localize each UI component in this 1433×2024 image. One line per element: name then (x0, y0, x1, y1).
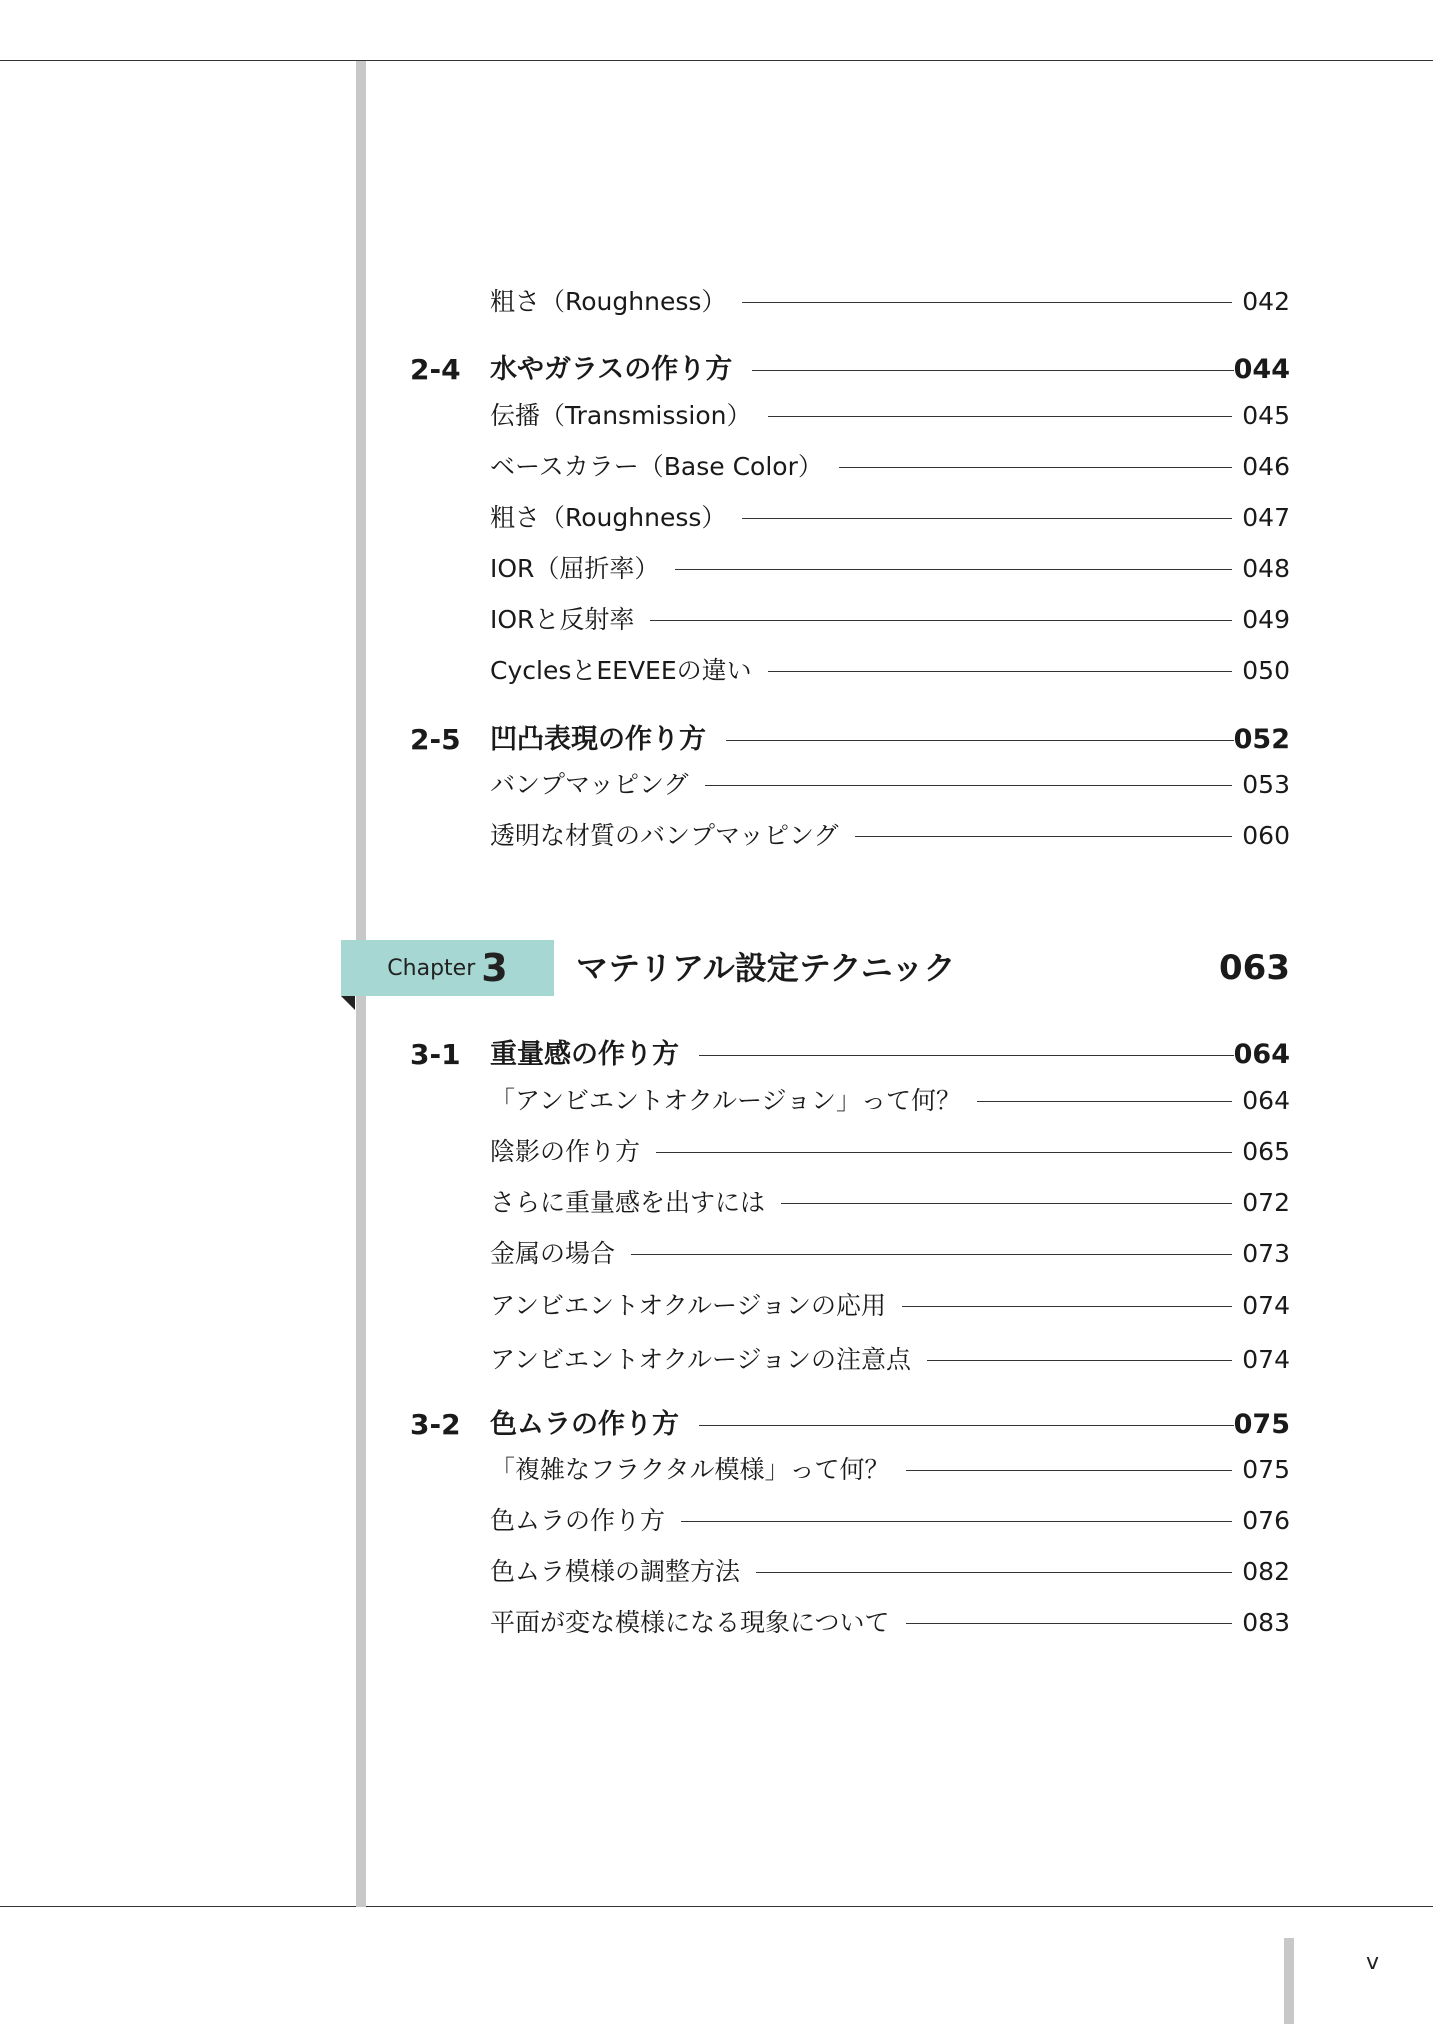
entry-page: 075 (1242, 1455, 1290, 1484)
toc-section-2-4[interactable] (0, 352, 1433, 388)
toc-entry[interactable] (0, 818, 1433, 854)
toc-entry[interactable] (0, 1185, 1433, 1221)
entry-title: 色ムラの作り方 (490, 1506, 666, 1535)
section-title: 重量感の作り方 (490, 1039, 679, 1070)
toc-entry[interactable] (0, 602, 1433, 638)
leader-line (906, 1623, 1233, 1624)
toc-section-3-2[interactable] (0, 1407, 1433, 1443)
entry-title: アンビエントオクルージョンの注意点 (490, 1345, 912, 1374)
toc-entry[interactable] (0, 767, 1433, 803)
leader-line (906, 1470, 1233, 1471)
entry-page: 072 (1242, 1188, 1290, 1217)
entry-page: 042 (1242, 287, 1290, 316)
entry-title: 陰影の作り方 (490, 1137, 641, 1166)
section-page: 044 (1233, 354, 1290, 385)
entry-title: 伝播（Transmission） (490, 401, 752, 430)
entry-title: CyclesとEEVEEの違い (490, 656, 752, 685)
chapter-tab-fold (341, 996, 355, 1010)
toc-entry[interactable] (0, 449, 1433, 485)
entry-page: 083 (1242, 1608, 1290, 1637)
entry-page: 050 (1242, 656, 1290, 685)
leader-line (756, 1572, 1232, 1573)
entry-title: バンプマッピング (490, 770, 689, 799)
toc-entry[interactable] (0, 1134, 1433, 1170)
entry-page: 053 (1242, 770, 1290, 799)
leader-line (742, 302, 1232, 303)
bottom-rule (0, 1906, 1433, 1907)
entry-page: 076 (1242, 1506, 1290, 1535)
entry-page: 074 (1242, 1291, 1290, 1320)
entry-page: 046 (1242, 452, 1290, 481)
section-title: 水やガラスの作り方 (490, 354, 733, 385)
toc-entry[interactable] (0, 398, 1433, 434)
toc-entry[interactable] (0, 1288, 1433, 1324)
leader-line (631, 1254, 1232, 1255)
leader-line (781, 1203, 1232, 1204)
leader-line (656, 1152, 1232, 1153)
toc-entry[interactable] (0, 653, 1433, 689)
chapter-number: 3 (481, 946, 508, 990)
section-page: 052 (1233, 724, 1290, 755)
leader-line (839, 467, 1232, 468)
entry-title: 「複雑なフラクタル模様」って何？ (490, 1455, 890, 1484)
leader-line (675, 569, 1232, 570)
entry-title: さらに重量感を出すには (490, 1188, 766, 1217)
leader-line (855, 836, 1233, 837)
top-rule (0, 60, 1433, 61)
entry-title: 「アンビエントオクルージョン」って何？ (490, 1086, 962, 1115)
toc-entry[interactable] (0, 1605, 1433, 1641)
leader-line (699, 1425, 1234, 1426)
leader-line (726, 740, 1234, 741)
leader-line (742, 518, 1232, 519)
entry-title: 金属の場合 (490, 1239, 616, 1268)
leader-line (902, 1306, 1232, 1307)
toc-entry[interactable] (0, 500, 1433, 536)
leader-line (768, 416, 1233, 417)
leader-line (927, 1360, 1232, 1361)
leader-line (681, 1521, 1232, 1522)
entry-title: IOR（屈折率） (490, 554, 660, 583)
page-folio: v (1366, 1950, 1380, 1975)
toc-entry[interactable] (0, 551, 1433, 587)
toc-entry[interactable] (0, 1236, 1433, 1272)
entry-title: 色ムラ模様の調整方法 (490, 1557, 741, 1586)
leader-line (977, 1101, 1232, 1102)
chapter-tab (341, 940, 554, 996)
toc-entry[interactable] (0, 1554, 1433, 1590)
entry-title: ベースカラー（Base Color） (490, 452, 823, 481)
entry-page: 065 (1242, 1137, 1290, 1166)
section-title: 凹凸表現の作り方 (490, 724, 706, 755)
toc-entry[interactable] (0, 1342, 1433, 1378)
entry-page: 074 (1242, 1345, 1290, 1374)
entry-title: 粗さ（Roughness） (490, 287, 727, 316)
entry-page: 047 (1242, 503, 1290, 532)
section-number: 3-1 (410, 1038, 461, 1071)
entry-title: 平面が変な模様になる現象について (490, 1608, 890, 1637)
entry-page: 082 (1242, 1557, 1290, 1586)
chapter-label: Chapter (387, 955, 476, 981)
toc-section-3-1[interactable] (0, 1037, 1433, 1073)
toc-entry[interactable] (0, 1452, 1433, 1488)
leader-line (752, 370, 1233, 371)
entry-page: 045 (1242, 401, 1290, 430)
footer-bar (1284, 1938, 1294, 2024)
entry-title: IORと反射率 (490, 605, 635, 634)
entry-page: 064 (1242, 1086, 1290, 1115)
entry-title: アンビエントオクルージョンの応用 (490, 1291, 887, 1320)
toc-section-2-5[interactable] (0, 722, 1433, 758)
leader-line (650, 620, 1232, 621)
entry-title: 透明な材質のバンプマッピング (490, 821, 839, 850)
toc-entry[interactable] (0, 1503, 1433, 1539)
entry-page: 048 (1242, 554, 1290, 583)
entry-page: 049 (1242, 605, 1290, 634)
entry-title: 粗さ（Roughness） (490, 503, 727, 532)
entry-page: 060 (1242, 821, 1290, 850)
section-page: 075 (1233, 1409, 1290, 1440)
section-page: 064 (1233, 1039, 1290, 1070)
entry-page: 073 (1242, 1239, 1290, 1268)
chapter-page: 063 (1219, 948, 1290, 988)
toc-entry[interactable] (0, 284, 1433, 320)
chapter-title[interactable]: マテリアル設定テクニック (576, 949, 956, 987)
section-number: 3-2 (410, 1408, 461, 1441)
section-number: 2-5 (410, 723, 461, 756)
leader-line (768, 671, 1233, 672)
leader-line (699, 1055, 1234, 1056)
section-number: 2-4 (410, 353, 461, 386)
leader-line (705, 785, 1233, 786)
section-title: 色ムラの作り方 (490, 1409, 679, 1440)
toc-entry[interactable] (0, 1083, 1433, 1119)
